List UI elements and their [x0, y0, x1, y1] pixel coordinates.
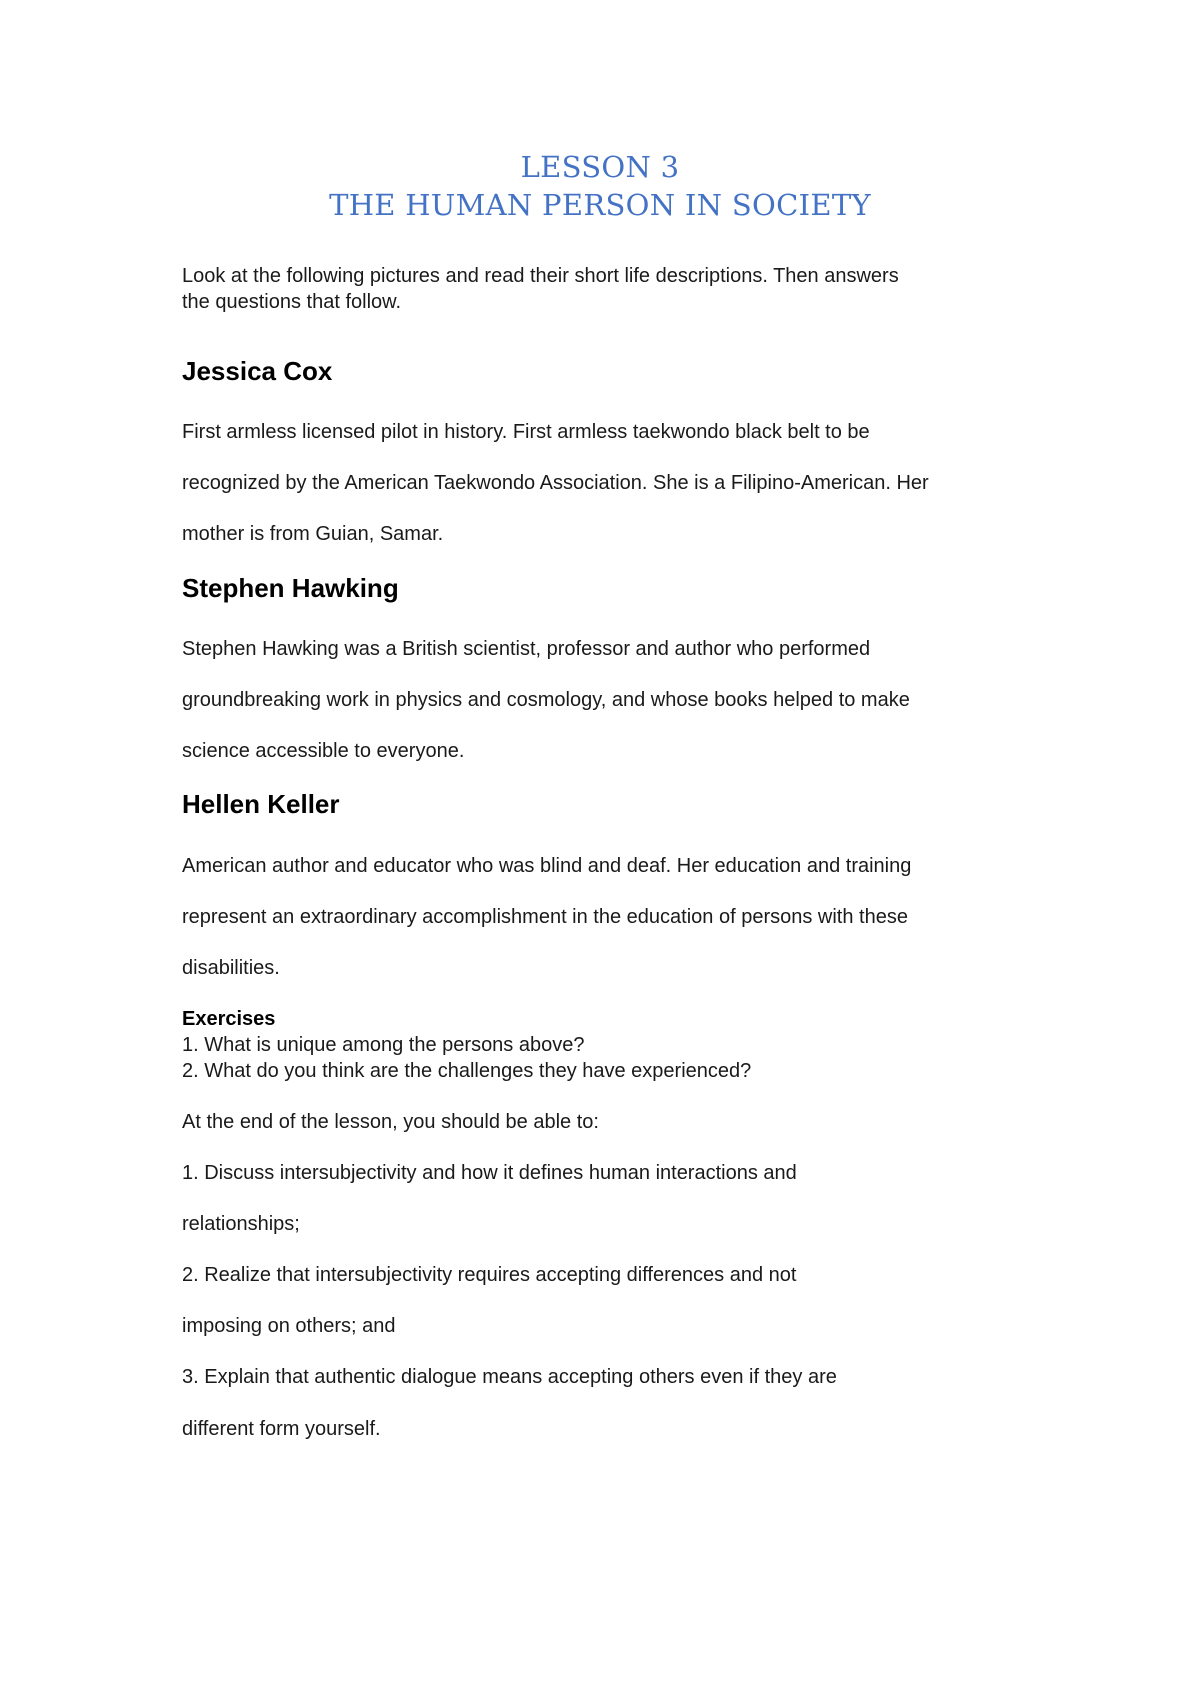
- person-description-line: mother is from Guian, Samar.: [182, 523, 444, 545]
- person-description-line: American author and educator who was blind and deaf. Her education and training: [182, 855, 912, 877]
- person-description-line: disabilities.: [182, 957, 280, 979]
- exercises-heading: Exercises: [182, 1008, 276, 1030]
- person-description-line: Stephen Hawking was a British scientist, professor and author who performed: [182, 638, 871, 660]
- person-description-line: First armless licensed pilot in history. First armless taekwondo black belt to be: [182, 421, 870, 443]
- exercise-item: 1. What is unique among the persons above?: [182, 1034, 585, 1056]
- intro-line-1: Look at the following pictures and read their short life descriptions. Then answers: [182, 265, 899, 287]
- person-description-line: recognized by the American Taekwondo Association. She is a Filipino-American. Her: [182, 472, 929, 494]
- person-heading-stephen-hawking: Stephen Hawking: [182, 573, 399, 603]
- objectives-intro: At the end of the lesson, you should be able to:: [182, 1111, 599, 1133]
- objective-line: relationships;: [182, 1213, 300, 1235]
- objective-line: imposing on others; and: [182, 1315, 396, 1337]
- exercise-item: 2. What do you think are the challenges they have experienced?: [182, 1060, 752, 1082]
- person-heading-hellen-keller: Hellen Keller: [182, 789, 340, 819]
- lesson-title: THE HUMAN PERSON IN SOCIETY: [329, 188, 871, 222]
- person-heading-jessica-cox: Jessica Cox: [182, 356, 333, 386]
- intro-line-2: the questions that follow.: [182, 291, 402, 313]
- objective-line: 3. Explain that authentic dialogue means accepting others even if they are: [182, 1366, 837, 1388]
- objective-line: 2. Realize that intersubjectivity requires accepting differences and not: [182, 1264, 797, 1286]
- lesson-number-title: LESSON 3: [520, 150, 680, 184]
- person-description-line: represent an extraordinary accomplishment in the education of persons with these: [182, 906, 908, 928]
- person-description-line: science accessible to everyone.: [182, 740, 465, 762]
- objective-line: 1. Discuss intersubjectivity and how it defines human interactions and: [182, 1162, 797, 1184]
- person-description-line: groundbreaking work in physics and cosmology, and whose books helped to make: [182, 689, 910, 711]
- objective-line: different form yourself.: [182, 1418, 381, 1440]
